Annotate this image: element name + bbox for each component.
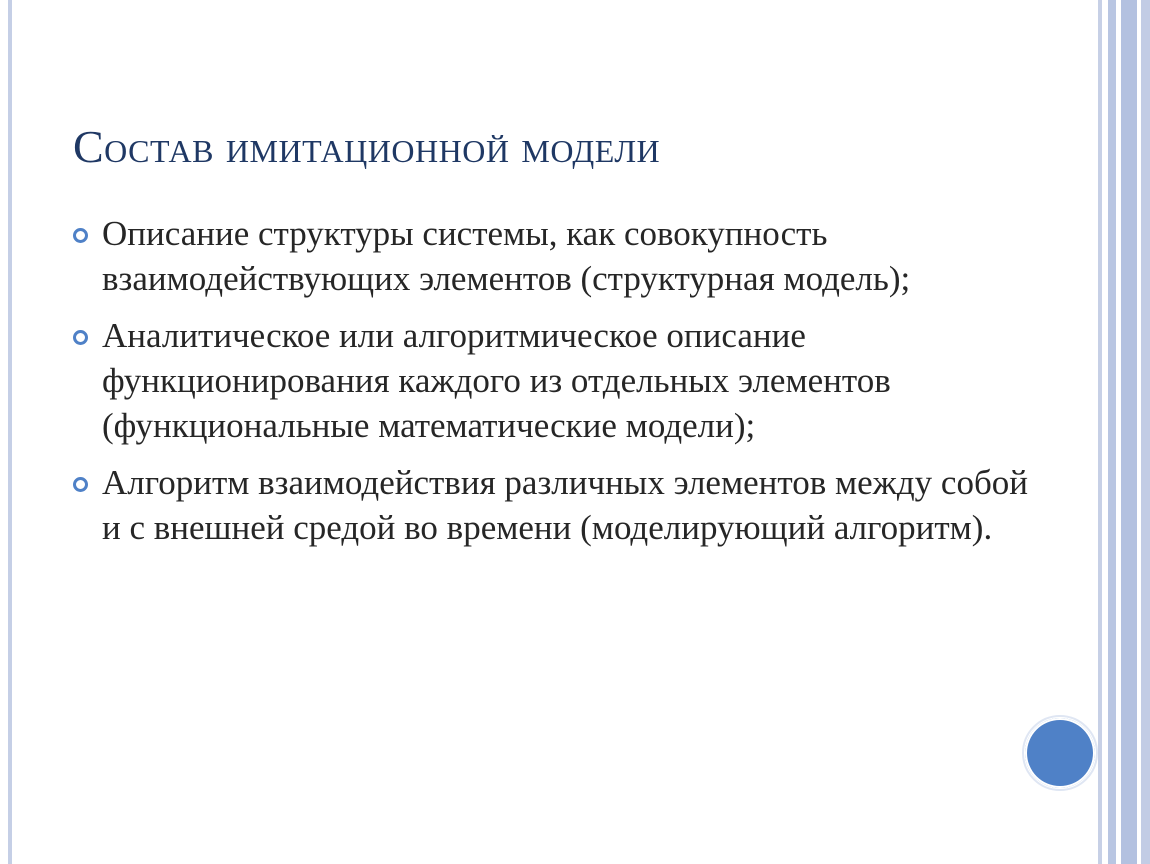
left-border-line — [8, 0, 12, 864]
bullet-text: Алгоритм взаимодействия различных элементов между собой и с внешней средой во времени (моделирующий алгоритм). — [102, 463, 1028, 547]
circle-bullet-icon — [73, 228, 88, 243]
bullet-text: Описание структуры системы, как совокупность взаимодействующих элементов (структурная модель); — [102, 214, 911, 298]
bullet-item — [70, 460, 1030, 550]
circle-bullet-icon — [73, 330, 88, 345]
slide-title: Состав имитационной модели — [73, 121, 661, 172]
corner-circle-icon — [1025, 718, 1095, 788]
right-stripe — [1108, 0, 1116, 864]
right-stripe — [1121, 0, 1137, 864]
bullet-list — [70, 211, 1030, 562]
bullet-item — [70, 211, 1030, 301]
right-stripe — [1141, 0, 1150, 864]
bullet-item — [70, 313, 1030, 448]
circle-bullet-icon — [73, 477, 88, 492]
bullet-text: Аналитическое или алгоритмическое описание функционирования каждого из отдельных элементов (функциональные математические модели); — [102, 316, 891, 445]
